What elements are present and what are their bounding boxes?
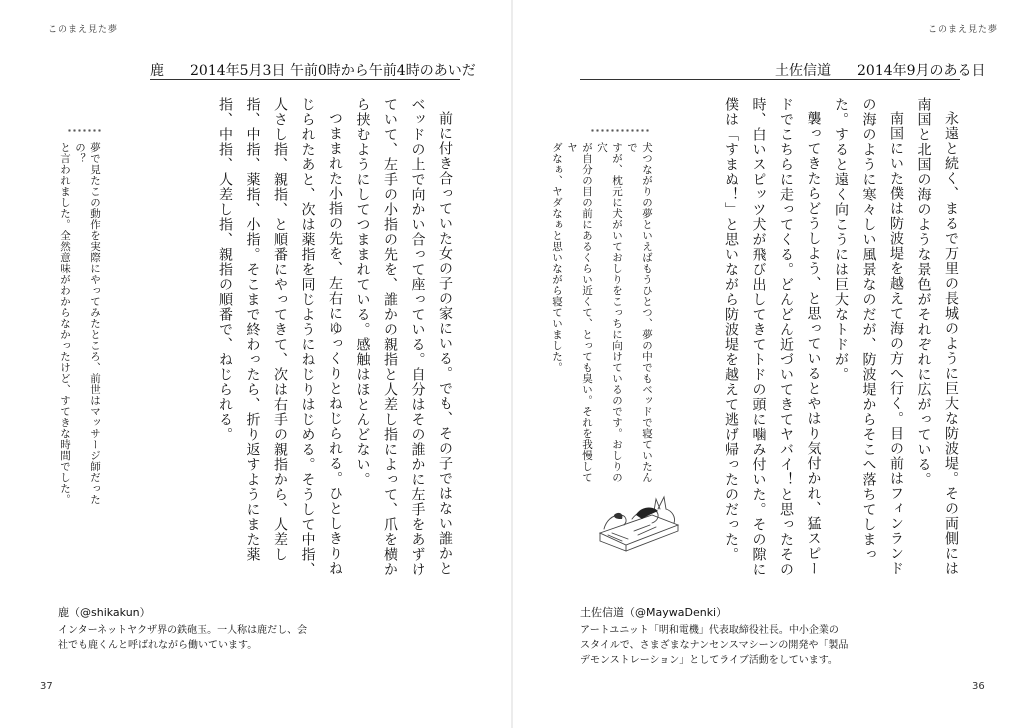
right-header-rule bbox=[580, 79, 960, 80]
right-running-head: このまえ見た夢 bbox=[928, 25, 999, 35]
right-note-line: すが、枕元に犬がいておしりをこっちに向けているのです。おしりの穴 bbox=[596, 142, 623, 483]
right-profile-bio bbox=[580, 623, 870, 668]
right-dream-date: 2014年9月のある日 bbox=[857, 63, 986, 79]
right-bio-line: デモンストレーション」としてライブ活動をしています。 bbox=[580, 655, 838, 666]
right-page-number: 36 bbox=[972, 681, 985, 692]
left-header-rule bbox=[150, 79, 460, 80]
right-story-header bbox=[775, 60, 986, 80]
left-profile-bio bbox=[58, 623, 318, 653]
left-paragraph: 前に付き合っていた女の子の家にいる。でも、その子ではない誰かとベッドの上で向かい合って座っている。自分はその誰かに左手をあずけていて、左手の小指の先を、誰かの親指と人差し指によって、爪を横から挟むようにしてつままれている。感触はほとんどない。 bbox=[354, 97, 453, 577]
left-note-line: 夢で見たこの動作を実際にやってみたところ、前世はマッサージ師だったの？ bbox=[74, 142, 101, 505]
left-note-line: と言われました。全然意味がわからなかったけど、すてきな時間でした。 bbox=[59, 142, 71, 505]
right-paragraph: 南国にいた僕は防波堤を越えて海の方へ行く。目の前はフィンランドの海のように寒々しい風景なのだが、防波堤からそこへ落ちてしまった。すると遠く向こうには巨大なトドが。 bbox=[833, 97, 904, 576]
left-paragraph: つままれた小指の先を、左右にゆっくりとねじられる。ひとしきりねじられたあと、次は薬指を同じようにねじりはじめる。そうして中指、人さし指、親指、と順番にやってきて、次は右手の親指から、人差し指、中指、薬指、小指。そこまで終わったら、折り返すようにまた薬指、中指、人差し指、親指の順番で、ねじられる。 bbox=[217, 97, 343, 577]
left-profile-name: 鹿（@shikakun） bbox=[58, 606, 151, 619]
right-author-name: 土佐信道 bbox=[775, 63, 831, 79]
left-bio-line: 社でも鹿くんと呼ばれながら働いています。 bbox=[58, 640, 258, 651]
bed-dog-sketch-illustration bbox=[592, 485, 682, 555]
right-bio-line: アートユニット「明和電機」代表取締役社長。中小企業の bbox=[580, 625, 839, 636]
left-note-dots bbox=[67, 128, 101, 133]
right-note-line: が自分の目の前にあるくらい近くて、とっても臭い。それを我慢してヤ bbox=[566, 142, 593, 483]
left-dream-date: 2014年5月3日 午前0時から午前4時のあいだ bbox=[190, 63, 476, 79]
right-paragraph: 襲ってきたらどうしよう、と思っているとやはり気付かれ、猛スピードでこちらに走ってくる。どんどん近づいてきてヤバイ！と思ったその時、白いスピッツ犬が飛び出してきてトドの頭に噛み付いた。その隙に僕は「すまぬ！」と思いながら防波堤を越えて逃げ帰ったのだった。 bbox=[723, 97, 822, 577]
page-gutter bbox=[511, 0, 513, 728]
right-story-body bbox=[712, 97, 964, 585]
right-note-line: ダなぁ、ヤダなぁと思いながら寝ていました。 bbox=[551, 142, 563, 373]
left-author-name: 鹿 bbox=[150, 63, 164, 79]
right-note-line: 犬つながりの夢といえばもうひとつ、夢の中でもベッドで寝ていたんで bbox=[626, 142, 653, 483]
left-running-head: このまえ見た夢 bbox=[48, 25, 119, 35]
right-note-dots bbox=[590, 128, 650, 133]
right-profile-name: 土佐信道（@MaywaDenki） bbox=[580, 606, 728, 619]
left-page-number: 37 bbox=[40, 681, 53, 692]
left-bio-line: インターネットヤクザ界の鉄砲玉。一人称は鹿だし、会 bbox=[58, 625, 308, 636]
right-bio-line: スタイルで、さまざまなナンセンスマシーンの開発や「製品 bbox=[580, 640, 849, 651]
left-side-note bbox=[59, 142, 102, 522]
left-story-body bbox=[217, 97, 458, 585]
right-paragraph: 永遠と続く、まるで万里の長城のように巨大な防波堤。その両側には南国と北国の海のような景色がそれぞれに広がっている。 bbox=[915, 97, 959, 576]
right-side-note bbox=[551, 142, 654, 492]
left-story-header bbox=[150, 60, 476, 80]
